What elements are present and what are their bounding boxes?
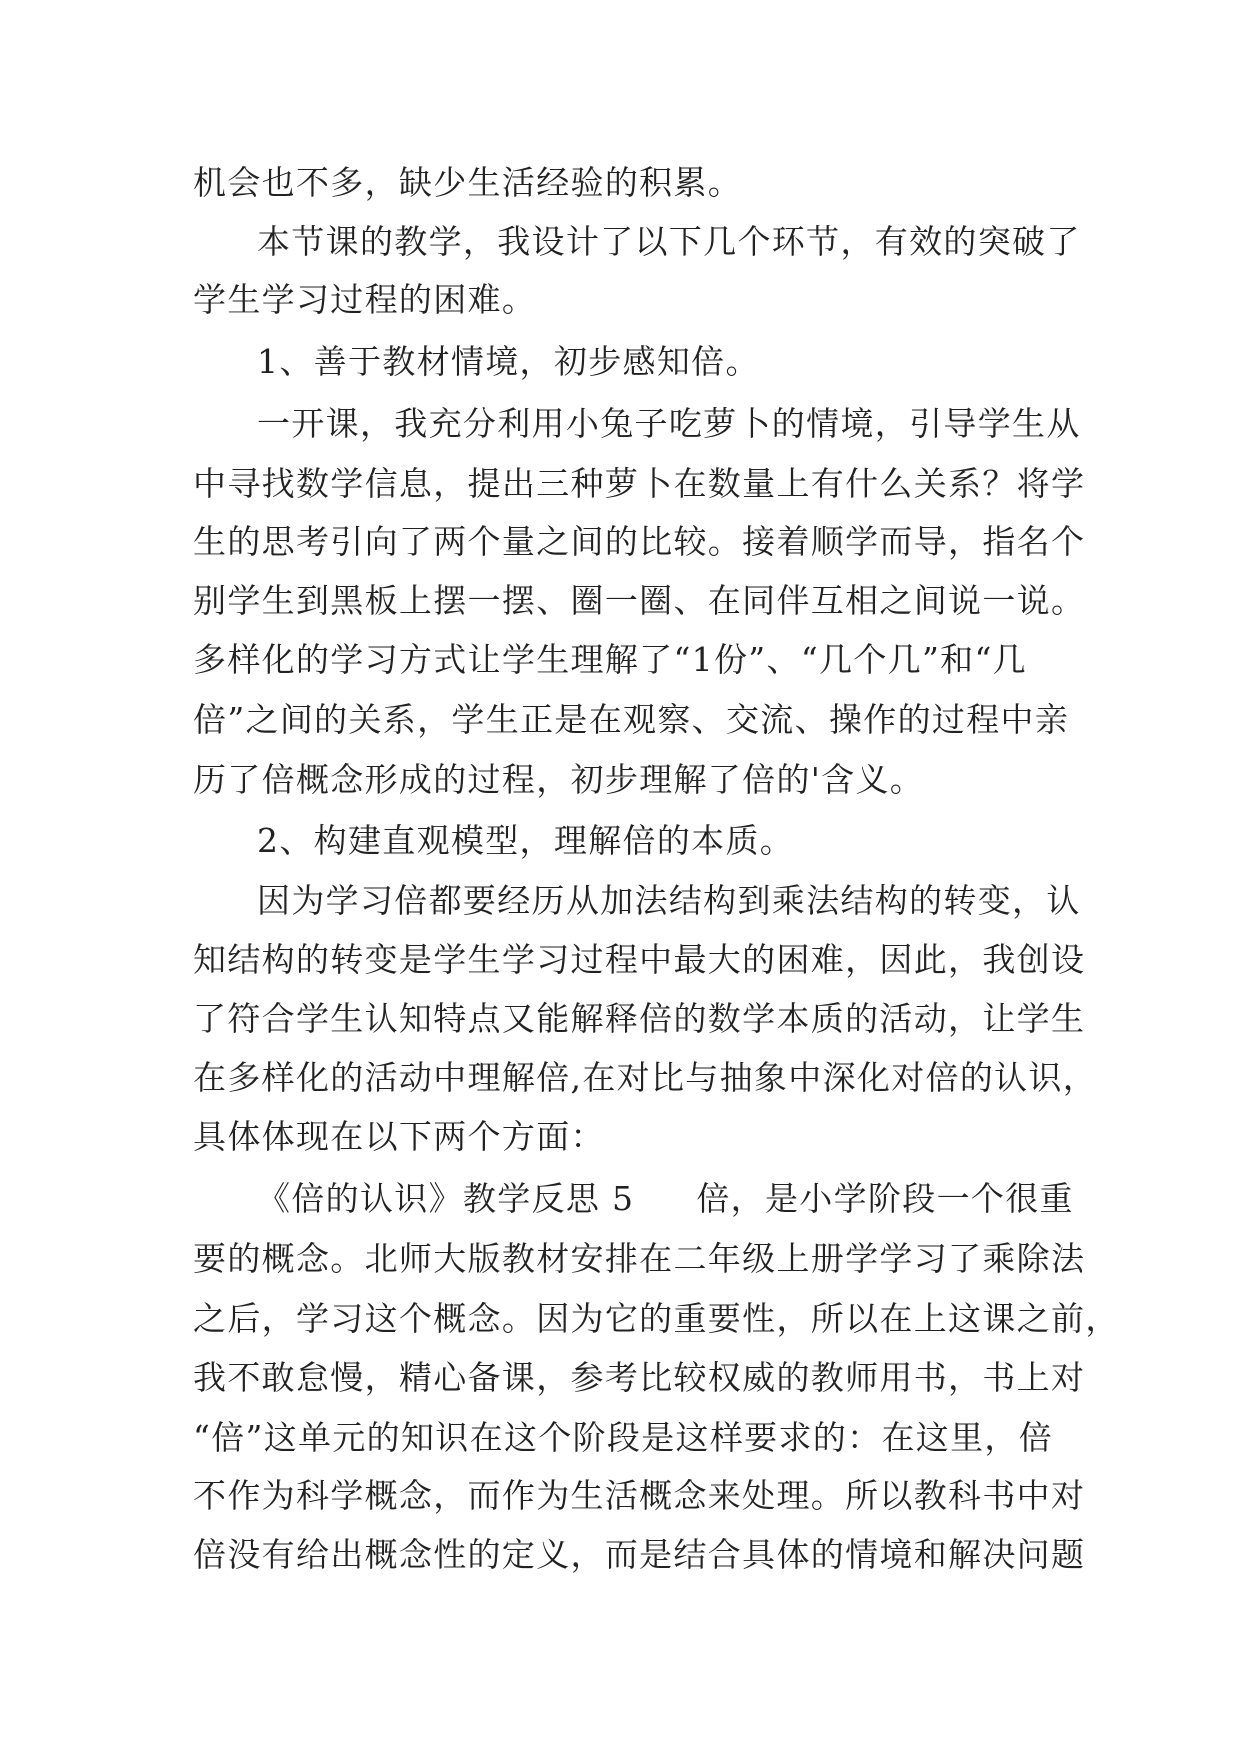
essay-title-line [0,1171,1241,1227]
section-heading-2: 2、构建直观模型，理解倍的本质。 [257,821,795,860]
text-line: 了符合学生认知特点又能解释倍的数学本质的活动，让学生 [193,999,1086,1038]
text-line: “倍”这单元的知识在这个阶段是这样要求的：在这里，倍 [193,1418,1054,1457]
paragraph-first-line: 一开课，我充分利用小兔子吃萝卜的情境，引导学生从 [257,404,1081,443]
text-line: 倍没有给出概念性的定义，而是结合具体的情境和解决问题 [193,1535,1086,1574]
essay-title: 《倍的认识》教学反思 5 [257,1179,635,1218]
essay-opening: 倍，是小学阶段一个很重 [696,1179,1074,1218]
text-line: 在多样化的活动中理解倍,在对比与抽象中深化对倍的认识， [193,1058,1098,1097]
text-line: 别学生到黑板上摆一摆、圈一圈、在同伴互相之间说一说。 [193,581,1086,620]
text-line: 学生学习过程的困难。 [193,280,537,319]
text-line: 生的思考引向了两个量之间的比较。接着顺学而导，指名个 [193,522,1086,561]
paragraph-first-line: 本节课的教学，我设计了以下几个环节，有效的突破了 [257,222,1081,261]
text-line: 知结构的转变是学生学习过程中最大的困难，因此，我创设 [193,940,1086,979]
text-line: 我不敢怠慢，精心备课，参考比较权威的教师用书，书上对 [193,1358,1086,1397]
text-line: 中寻找数学信息，提出三种萝卜在数量上有什么关系？将学 [193,464,1086,503]
text-line: 具体体现在以下两个方面： [193,1117,605,1156]
text-line: 多样化的学习方式让学生理解了“1份”、“几个几”和“几 [193,640,1027,679]
text-line: 历了倍概念形成的过程，初步理解了倍的'含义。 [193,760,925,799]
text-line: 机会也不多，缺少生活经验的积累。 [193,163,743,202]
text-line: 要的概念。北师大版教材安排在二年级上册学学习了乘除法 [193,1239,1086,1278]
section-heading-1: 1、善于教材情境，初步感知倍。 [257,342,760,381]
text-line: 不作为科学概念，而作为生活概念来处理。所以教科书中对 [193,1476,1086,1515]
paragraph-first-line: 因为学习倍都要经历从加法结构到乘法结构的转变，认 [257,881,1081,920]
text-line: 倍”之间的关系，学生正是在观察、交流、操作的过程中亲 [193,700,1070,739]
text-line: 之后，学习这个概念。因为它的重要性，所以在上这课之前， [193,1299,1120,1338]
